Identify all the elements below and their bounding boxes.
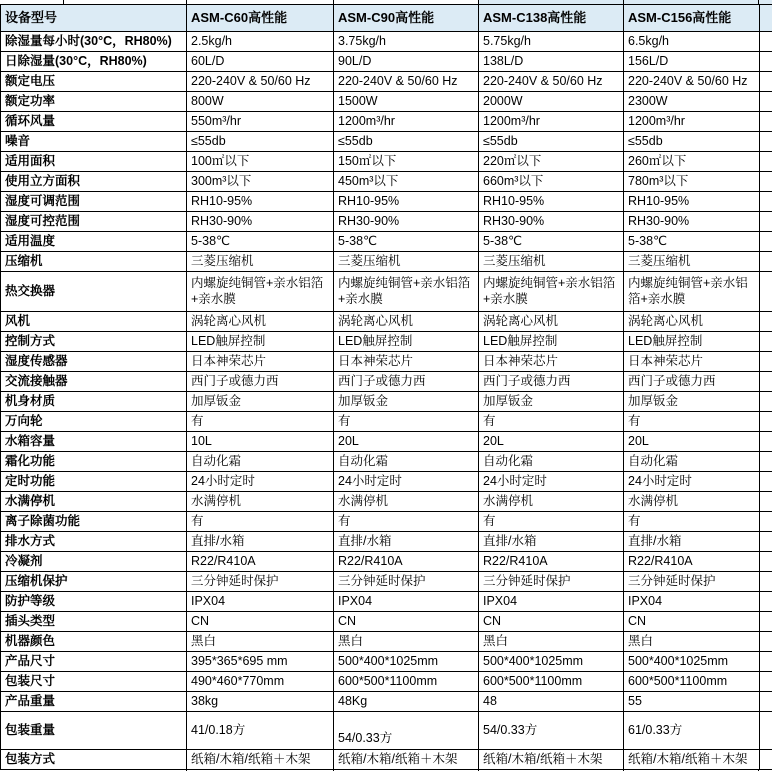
partial-column-cell	[760, 112, 772, 132]
table-cell: 61/0.33方	[624, 712, 760, 750]
table-cell: 10L	[187, 432, 334, 452]
table-row	[1, 512, 772, 532]
table-header	[1, 5, 772, 32]
header-row	[1, 5, 772, 32]
table-cell: 水满停机	[624, 492, 760, 512]
table-cell: RH10-95%	[187, 192, 334, 212]
table-cell: 内螺旋纯铜管+亲水铝箔+亲水膜	[479, 272, 624, 312]
table-cell: 黑白	[334, 632, 479, 652]
table-row	[1, 312, 772, 332]
table-cell: 54/0.33方	[334, 712, 479, 750]
table-cell: 220-240V & 50/60 Hz	[187, 72, 334, 92]
table-cell: 三菱压缩机	[624, 252, 760, 272]
table-cell: 黑白	[187, 632, 334, 652]
table-cell: 41/0.18方	[187, 712, 334, 750]
table-cell: 500*400*1025mm	[479, 652, 624, 672]
row-label: 除湿量每小时(30°C，RH80%)	[1, 32, 187, 52]
table-cell: 220-240V & 50/60 Hz	[334, 72, 479, 92]
table-cell: R22/R410A	[624, 552, 760, 572]
table-cell: R22/R410A	[479, 552, 624, 572]
table-cell: 5-38℃	[334, 232, 479, 252]
partial-column-cell	[760, 92, 772, 112]
table-cell: 24小时定时	[187, 472, 334, 492]
table-row	[1, 152, 772, 172]
partial-column-cell	[760, 692, 772, 712]
table-cell: ≤55db	[479, 132, 624, 152]
table-cell: 有	[479, 512, 624, 532]
partial-column-cell	[760, 192, 772, 212]
table-cell: 有	[334, 412, 479, 432]
table-row	[1, 272, 772, 312]
table-row	[1, 712, 772, 750]
table-cell: LED触屏控制	[334, 332, 479, 352]
table-cell: 水满停机	[334, 492, 479, 512]
table-row	[1, 132, 772, 152]
table-cell: 水满停机	[479, 492, 624, 512]
table-cell: 涡轮离心风机	[624, 312, 760, 332]
table-cell: 500*400*1025mm	[624, 652, 760, 672]
table-cell: 自动化霜	[624, 452, 760, 472]
partial-column-cell	[760, 632, 772, 652]
row-label: 冷凝剂	[1, 552, 187, 572]
table-row	[1, 552, 772, 572]
table-cell: ≤55db	[334, 132, 479, 152]
table-cell: 纸箱/木箱/纸箱＋木架	[624, 750, 760, 770]
table-row	[1, 112, 772, 132]
table-cell: 55	[624, 692, 760, 712]
table-cell: 西门子或德力西	[624, 372, 760, 392]
table-cell: RH10-95%	[624, 192, 760, 212]
row-label: 噪音	[1, 132, 187, 152]
table-cell: R22/R410A	[187, 552, 334, 572]
partial-column-cell	[760, 652, 772, 672]
table-row	[1, 212, 772, 232]
row-label: 控制方式	[1, 332, 187, 352]
table-cell: 三分钟延时保护	[187, 572, 334, 592]
table-cell: 西门子或德力西	[187, 372, 334, 392]
table-cell: 24小时定时	[624, 472, 760, 492]
table-cell: 加厚钣金	[187, 392, 334, 412]
table-cell: 日本神荣芯片	[479, 352, 624, 372]
table-cell: 395*365*695 mm	[187, 652, 334, 672]
table-cell: 有	[187, 412, 334, 432]
table-cell: 有	[334, 512, 479, 532]
column-header-c60: ASM-C60高性能	[187, 5, 334, 32]
table-cell: 自动化霜	[334, 452, 479, 472]
table-row	[1, 52, 772, 72]
table-cell: 直排/水箱	[187, 532, 334, 552]
row-label: 水箱容量	[1, 432, 187, 452]
table-cell: IPX04	[624, 592, 760, 612]
partial-column-cell	[760, 272, 772, 312]
partial-column-cell	[760, 52, 772, 72]
table-cell: 涡轮离心风机	[187, 312, 334, 332]
row-label: 热交换器	[1, 272, 187, 312]
partial-column-cell	[760, 412, 772, 432]
row-label: 排水方式	[1, 532, 187, 552]
table-cell: 38kg	[187, 692, 334, 712]
table-cell: 300m³以下	[187, 172, 334, 192]
table-cell: 2000W	[479, 92, 624, 112]
table-cell: 有	[479, 412, 624, 432]
row-label: 适用温度	[1, 232, 187, 252]
table-cell: 三分钟延时保护	[479, 572, 624, 592]
table-cell: RH30-90%	[334, 212, 479, 232]
row-label: 水满停机	[1, 492, 187, 512]
table-cell: 138L/D	[479, 52, 624, 72]
table-cell: 800W	[187, 92, 334, 112]
row-label: 霜化功能	[1, 452, 187, 472]
partial-column-cell	[760, 172, 772, 192]
table-row	[1, 750, 772, 770]
partial-column-cell	[760, 352, 772, 372]
table-cell: 三菱压缩机	[334, 252, 479, 272]
row-label: 循环风量	[1, 112, 187, 132]
row-label: 产品尺寸	[1, 652, 187, 672]
table-cell: 5-38℃	[479, 232, 624, 252]
table-cell: 48Kg	[334, 692, 479, 712]
table-cell: 500*400*1025mm	[334, 652, 479, 672]
table-cell: 1200m³/hr	[624, 112, 760, 132]
row-label: 防护等级	[1, 592, 187, 612]
row-label: 机器颜色	[1, 632, 187, 652]
table-cell: 780m³以下	[624, 172, 760, 192]
table-cell: 内螺旋纯铜管+亲水铝箔+亲水膜	[624, 272, 760, 312]
table-cell: 5-38℃	[187, 232, 334, 252]
spec-table-body	[1, 32, 772, 770]
table-cell: 54/0.33方	[479, 712, 624, 750]
table-cell: 自动化霜	[479, 452, 624, 472]
table-cell: 西门子或德力西	[334, 372, 479, 392]
partial-column-cell	[760, 452, 772, 472]
table-cell: 涡轮离心风机	[479, 312, 624, 332]
table-cell: LED触屏控制	[624, 332, 760, 352]
table-cell: LED触屏控制	[187, 332, 334, 352]
table-row	[1, 532, 772, 552]
spec-table	[0, 4, 772, 770]
table-cell: 黑白	[479, 632, 624, 652]
table-row	[1, 492, 772, 512]
partial-column-cell	[760, 252, 772, 272]
partial-column-cell	[760, 32, 772, 52]
table-cell: 3.75kg/h	[334, 32, 479, 52]
partial-column-header	[760, 5, 772, 32]
table-cell: 直排/水箱	[479, 532, 624, 552]
partial-column-cell	[760, 712, 772, 750]
table-cell: 450m³以下	[334, 172, 479, 192]
table-cell: 90L/D	[334, 52, 479, 72]
table-cell: 加厚钣金	[479, 392, 624, 412]
table-row	[1, 172, 772, 192]
table-cell: 600*500*1100mm	[479, 672, 624, 692]
table-cell: 5.75kg/h	[479, 32, 624, 52]
row-label: 包装方式	[1, 750, 187, 770]
table-cell: 660m³以下	[479, 172, 624, 192]
table-row	[1, 352, 772, 372]
table-cell: ≤55db	[624, 132, 760, 152]
table-cell: 内螺旋纯铜管+亲水铝箔+亲水膜	[334, 272, 479, 312]
partial-column-cell	[760, 312, 772, 332]
table-cell: RH10-95%	[479, 192, 624, 212]
table-cell: 1200m³/hr	[479, 112, 624, 132]
partial-row-top	[0, 0, 772, 4]
table-row	[1, 232, 772, 252]
table-cell: 日本神荣芯片	[334, 352, 479, 372]
table-row	[1, 592, 772, 612]
table-cell: 直排/水箱	[624, 532, 760, 552]
partial-column-cell	[760, 232, 772, 252]
partial-column-cell	[760, 432, 772, 452]
table-cell: 水满停机	[187, 492, 334, 512]
table-cell: 直排/水箱	[334, 532, 479, 552]
table-cell: IPX04	[479, 592, 624, 612]
table-row	[1, 652, 772, 672]
table-cell: 20L	[479, 432, 624, 452]
table-cell: CN	[334, 612, 479, 632]
row-label: 湿度传感器	[1, 352, 187, 372]
table-row	[1, 452, 772, 472]
table-row	[1, 92, 772, 112]
row-label: 湿度可调范围	[1, 192, 187, 212]
table-cell: 24小时定时	[334, 472, 479, 492]
partial-column-cell	[760, 612, 772, 632]
row-label: 额定电压	[1, 72, 187, 92]
table-row	[1, 192, 772, 212]
table-row	[1, 632, 772, 652]
table-row	[1, 612, 772, 632]
table-cell: 有	[187, 512, 334, 532]
table-cell: 有	[624, 512, 760, 532]
partial-column-cell	[760, 332, 772, 352]
table-cell: 2300W	[624, 92, 760, 112]
row-label: 湿度可控范围	[1, 212, 187, 232]
table-cell: 600*500*1100mm	[624, 672, 760, 692]
table-cell: 24小时定时	[479, 472, 624, 492]
table-cell: 220-240V & 50/60 Hz	[624, 72, 760, 92]
table-row	[1, 672, 772, 692]
table-cell: ≤55db	[187, 132, 334, 152]
row-label: 离子除菌功能	[1, 512, 187, 532]
table-cell: 涡轮离心风机	[334, 312, 479, 332]
table-cell: IPX04	[187, 592, 334, 612]
table-cell: 三菱压缩机	[479, 252, 624, 272]
partial-column-cell	[760, 532, 772, 552]
partial-cell-white	[0, 0, 478, 4]
table-cell: 2.5kg/h	[187, 32, 334, 52]
row-label: 万向轮	[1, 412, 187, 432]
table-cell: CN	[479, 612, 624, 632]
table-cell: 日本神荣芯片	[624, 352, 760, 372]
table-row	[1, 332, 772, 352]
table-row	[1, 372, 772, 392]
table-cell: 三分钟延时保护	[624, 572, 760, 592]
table-cell: 5-38℃	[624, 232, 760, 252]
row-label: 产品重量	[1, 692, 187, 712]
row-label: 机身材质	[1, 392, 187, 412]
column-header-model: 设备型号	[1, 5, 187, 32]
table-cell: 1200m³/hr	[334, 112, 479, 132]
table-row	[1, 572, 772, 592]
table-cell: 150㎡以下	[334, 152, 479, 172]
table-cell: 有	[624, 412, 760, 432]
table-row	[1, 392, 772, 412]
table-cell: 三分钟延时保护	[334, 572, 479, 592]
table-cell: 内螺旋纯铜管+亲水铝箔+亲水膜	[187, 272, 334, 312]
table-cell: 日本神荣芯片	[187, 352, 334, 372]
row-label: 日除湿量(30°C，RH80%)	[1, 52, 187, 72]
table-cell: 西门子或德力西	[479, 372, 624, 392]
table-cell: 260㎡以下	[624, 152, 760, 172]
table-cell: 60L/D	[187, 52, 334, 72]
table-cell: 490*460*770mm	[187, 672, 334, 692]
partial-column-cell	[760, 672, 772, 692]
partial-column-cell	[760, 152, 772, 172]
table-cell: 黑白	[624, 632, 760, 652]
partial-column-cell	[760, 472, 772, 492]
table-row	[1, 432, 772, 452]
row-label: 压缩机保护	[1, 572, 187, 592]
table-cell: 纸箱/木箱/纸箱＋木架	[479, 750, 624, 770]
table-cell: 1500W	[334, 92, 479, 112]
row-label: 压缩机	[1, 252, 187, 272]
row-label: 交流接触器	[1, 372, 187, 392]
row-label: 包装重量	[1, 712, 187, 750]
partial-column-cell	[760, 72, 772, 92]
table-cell: 纸箱/木箱/纸箱＋木架	[334, 750, 479, 770]
table-cell: RH10-95%	[334, 192, 479, 212]
table-cell: 550m³/hr	[187, 112, 334, 132]
row-label: 风机	[1, 312, 187, 332]
table-cell: 加厚钣金	[624, 392, 760, 412]
partial-column-cell	[760, 372, 772, 392]
table-row	[1, 412, 772, 432]
table-cell: CN	[187, 612, 334, 632]
row-label: 包装尺寸	[1, 672, 187, 692]
table-row	[1, 472, 772, 492]
table-cell: RH30-90%	[479, 212, 624, 232]
table-row	[1, 72, 772, 92]
table-cell: 纸箱/木箱/纸箱＋木架	[187, 750, 334, 770]
partial-column-cell	[760, 212, 772, 232]
partial-column-cell	[760, 552, 772, 572]
table-cell: 100㎡以下	[187, 152, 334, 172]
table-cell: LED触屏控制	[479, 332, 624, 352]
table-cell: RH30-90%	[187, 212, 334, 232]
row-label: 额定功率	[1, 92, 187, 112]
table-cell: CN	[624, 612, 760, 632]
column-header-c138: ASM-C138高性能	[479, 5, 624, 32]
table-row	[1, 692, 772, 712]
table-cell: 三菱压缩机	[187, 252, 334, 272]
row-label: 定时功能	[1, 472, 187, 492]
column-header-c90: ASM-C90高性能	[334, 5, 479, 32]
partial-column-cell	[760, 572, 772, 592]
table-cell: 220㎡以下	[479, 152, 624, 172]
partial-column-cell	[760, 592, 772, 612]
table-cell: 6.5kg/h	[624, 32, 760, 52]
table-cell: RH30-90%	[624, 212, 760, 232]
table-cell: 自动化霜	[187, 452, 334, 472]
table-cell: 48	[479, 692, 624, 712]
partial-column-cell	[760, 392, 772, 412]
table-cell: 20L	[624, 432, 760, 452]
row-label: 适用面积	[1, 152, 187, 172]
row-label: 使用立方面积	[1, 172, 187, 192]
partial-column-cell	[760, 750, 772, 770]
table-row	[1, 32, 772, 52]
table-cell: 20L	[334, 432, 479, 452]
partial-column-cell	[760, 492, 772, 512]
partial-column-cell	[760, 512, 772, 532]
table-row	[1, 252, 772, 272]
partial-column-cell	[760, 132, 772, 152]
table-cell: 600*500*1100mm	[334, 672, 479, 692]
table-cell: 156L/D	[624, 52, 760, 72]
table-cell: R22/R410A	[334, 552, 479, 572]
row-label: 插头类型	[1, 612, 187, 632]
table-cell: 加厚钣金	[334, 392, 479, 412]
table-cell: IPX04	[334, 592, 479, 612]
partial-cell-blue	[478, 0, 772, 4]
column-header-c156: ASM-C156高性能	[624, 5, 760, 32]
table-cell: 220-240V & 50/60 Hz	[479, 72, 624, 92]
